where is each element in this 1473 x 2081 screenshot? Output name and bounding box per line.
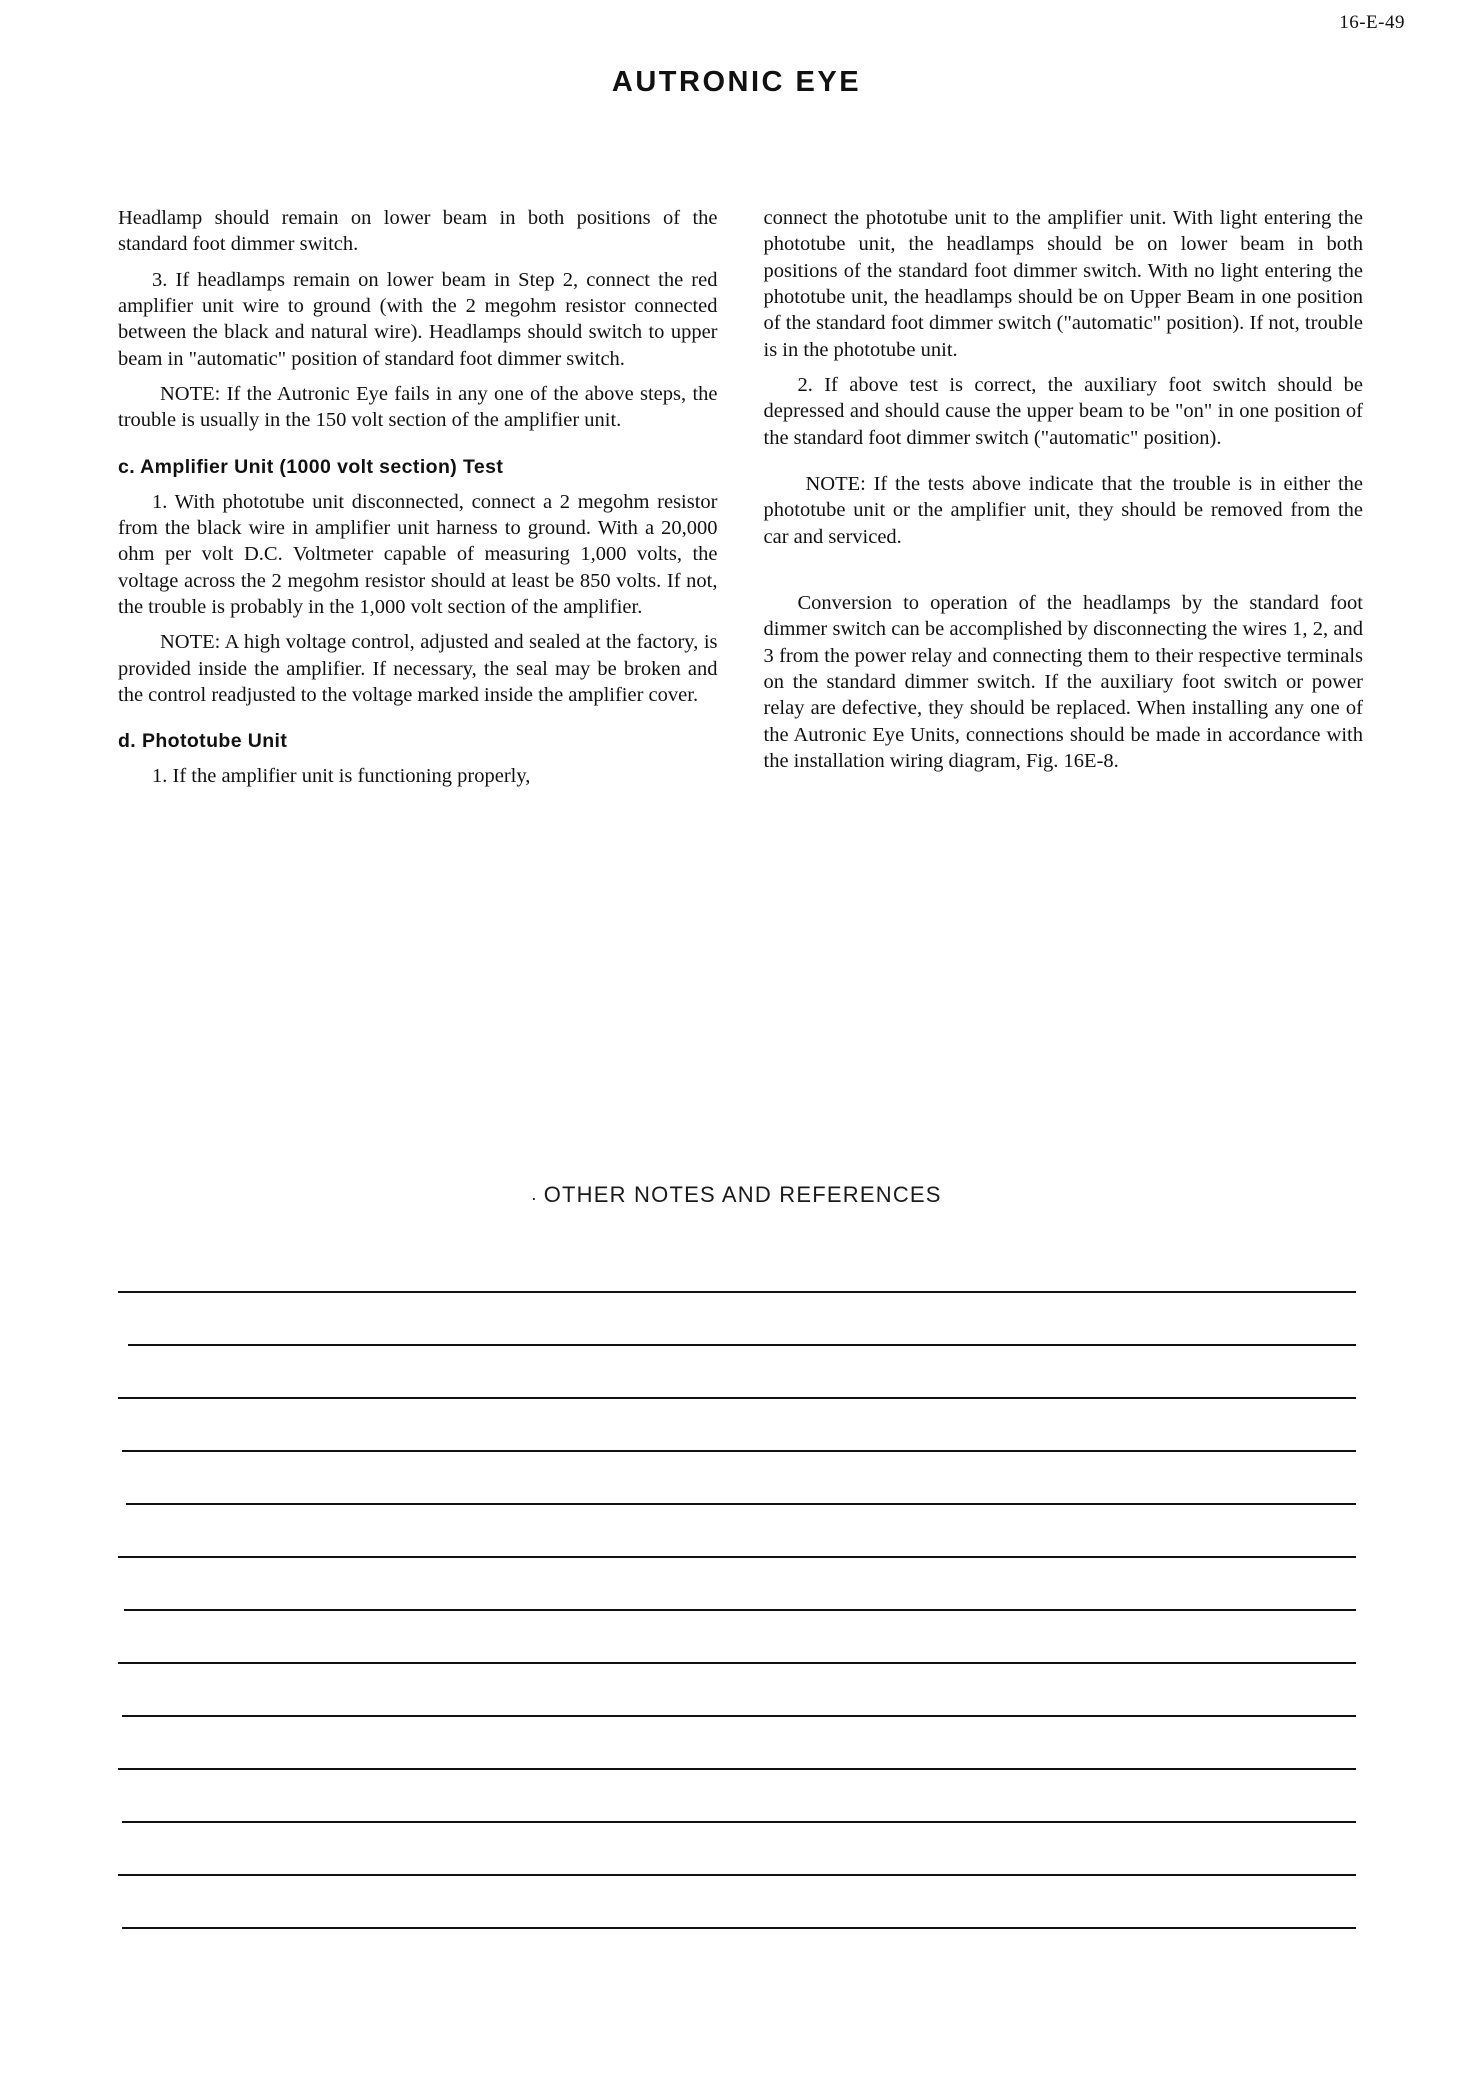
paragraph: Conversion to operation of the headlamps by the standard foot dimmer switch can be accomplished by disconnecting the wires 1, 2, and 3 from the power relay and connecting them to their respective terminals on the standard dimmer switch. If the auxiliary foot switch or power relay are defective, they should be replaced. When installing any one of the Autronic Eye Units, connections should be made in accordance with the installation wiring diagram, Fig. 16E-8. [763, 591, 1363, 772]
section-heading-d: d. Phototube Unit [118, 730, 288, 753]
body-columns [118, 205, 1363, 799]
paragraph: 1. If the amplifier unit is functioning properly, [152, 765, 531, 788]
note-paragraph: NOTE: A high voltage control, adjusted and sealed at the factory, is provided inside the amplifier. If necessary, the seal may be broken and the control readjusted to the voltage marked inside the amplifier cover. [118, 631, 718, 706]
paragraph: 3. If headlamps remain on lower beam in Step 2, connect the red amplifier unit wire to ground (with the 2 megohm resistor connected between the black and natural wire). Headlamps should switch to upper beam in "automatic" position of standard foot dimmer switch. [118, 268, 718, 370]
rule-line [122, 1927, 1356, 1929]
note-paragraph: NOTE: If the Autronic Eye fails in any one of the above steps, the trouble is usually in the 150 volt section of the amplifier unit. [118, 382, 718, 432]
rule-line-row [0, 1558, 1473, 1611]
rule-line-row [0, 1876, 1473, 1929]
notes-ruled-lines [0, 1240, 1473, 1929]
rule-line-row [0, 1717, 1473, 1770]
rule-line-row [0, 1346, 1473, 1399]
rule-line-row [0, 1664, 1473, 1717]
page-number: 16-E-49 [1339, 12, 1405, 33]
paragraph: 1. With phototube unit disconnected, connect a 2 megohm resistor from the black wire in amplifier unit harness to ground. With a 20,000 ohm per volt D.C. Voltmeter capable of measuring 1,000 volts, the voltage across the 2 megohm resistor should at least be 850 volts. If not, the trouble is probably in the 1,000 volt section of the amplifier. [118, 490, 718, 618]
note-paragraph: NOTE: If the tests above indicate that the trouble is in either the phototube unit or the amplifier unit, they should be removed from the car and serviced. [763, 472, 1363, 548]
rule-line-row [0, 1770, 1473, 1823]
leading-dot: . [531, 1184, 544, 1204]
page-title: AUTRONIC EYE [611, 66, 862, 98]
paragraph: Headlamp should remain on lower beam in both positions of the standard foot dimmer switch. [118, 207, 718, 256]
rule-line-row [0, 1240, 1473, 1293]
right-column [764, 205, 1364, 799]
notes-section-heading [0, 1182, 1473, 1208]
left-column [118, 205, 718, 799]
rule-line-row [0, 1399, 1473, 1452]
rule-line-row [0, 1293, 1473, 1346]
rule-line-row [0, 1823, 1473, 1876]
paragraph: connect the phototube unit to the amplifier unit. With light entering the phototube unit, the headlamps should be on lower beam in both positions of the standard foot dimmer switch. With no light entering the phototube unit, the headlamps should be on Upper Beam in one position of the standard foot dimmer switch ("automatic" position). If not, trouble is in the phototube unit. [763, 207, 1363, 361]
rule-line-row [0, 1505, 1473, 1558]
section-heading-c: c. Amplifier Unit (1000 volt section) Test [118, 455, 504, 478]
paragraph: 2. If above test is correct, the auxiliary foot switch should be depressed and should cause the upper beam to be "on" in one position of the standard foot dimmer switch ("automatic" position). [763, 373, 1363, 449]
rule-line-row [0, 1452, 1473, 1505]
notes-heading-label: OTHER NOTES AND REFERENCES [543, 1182, 942, 1207]
rule-line-row [0, 1611, 1473, 1664]
